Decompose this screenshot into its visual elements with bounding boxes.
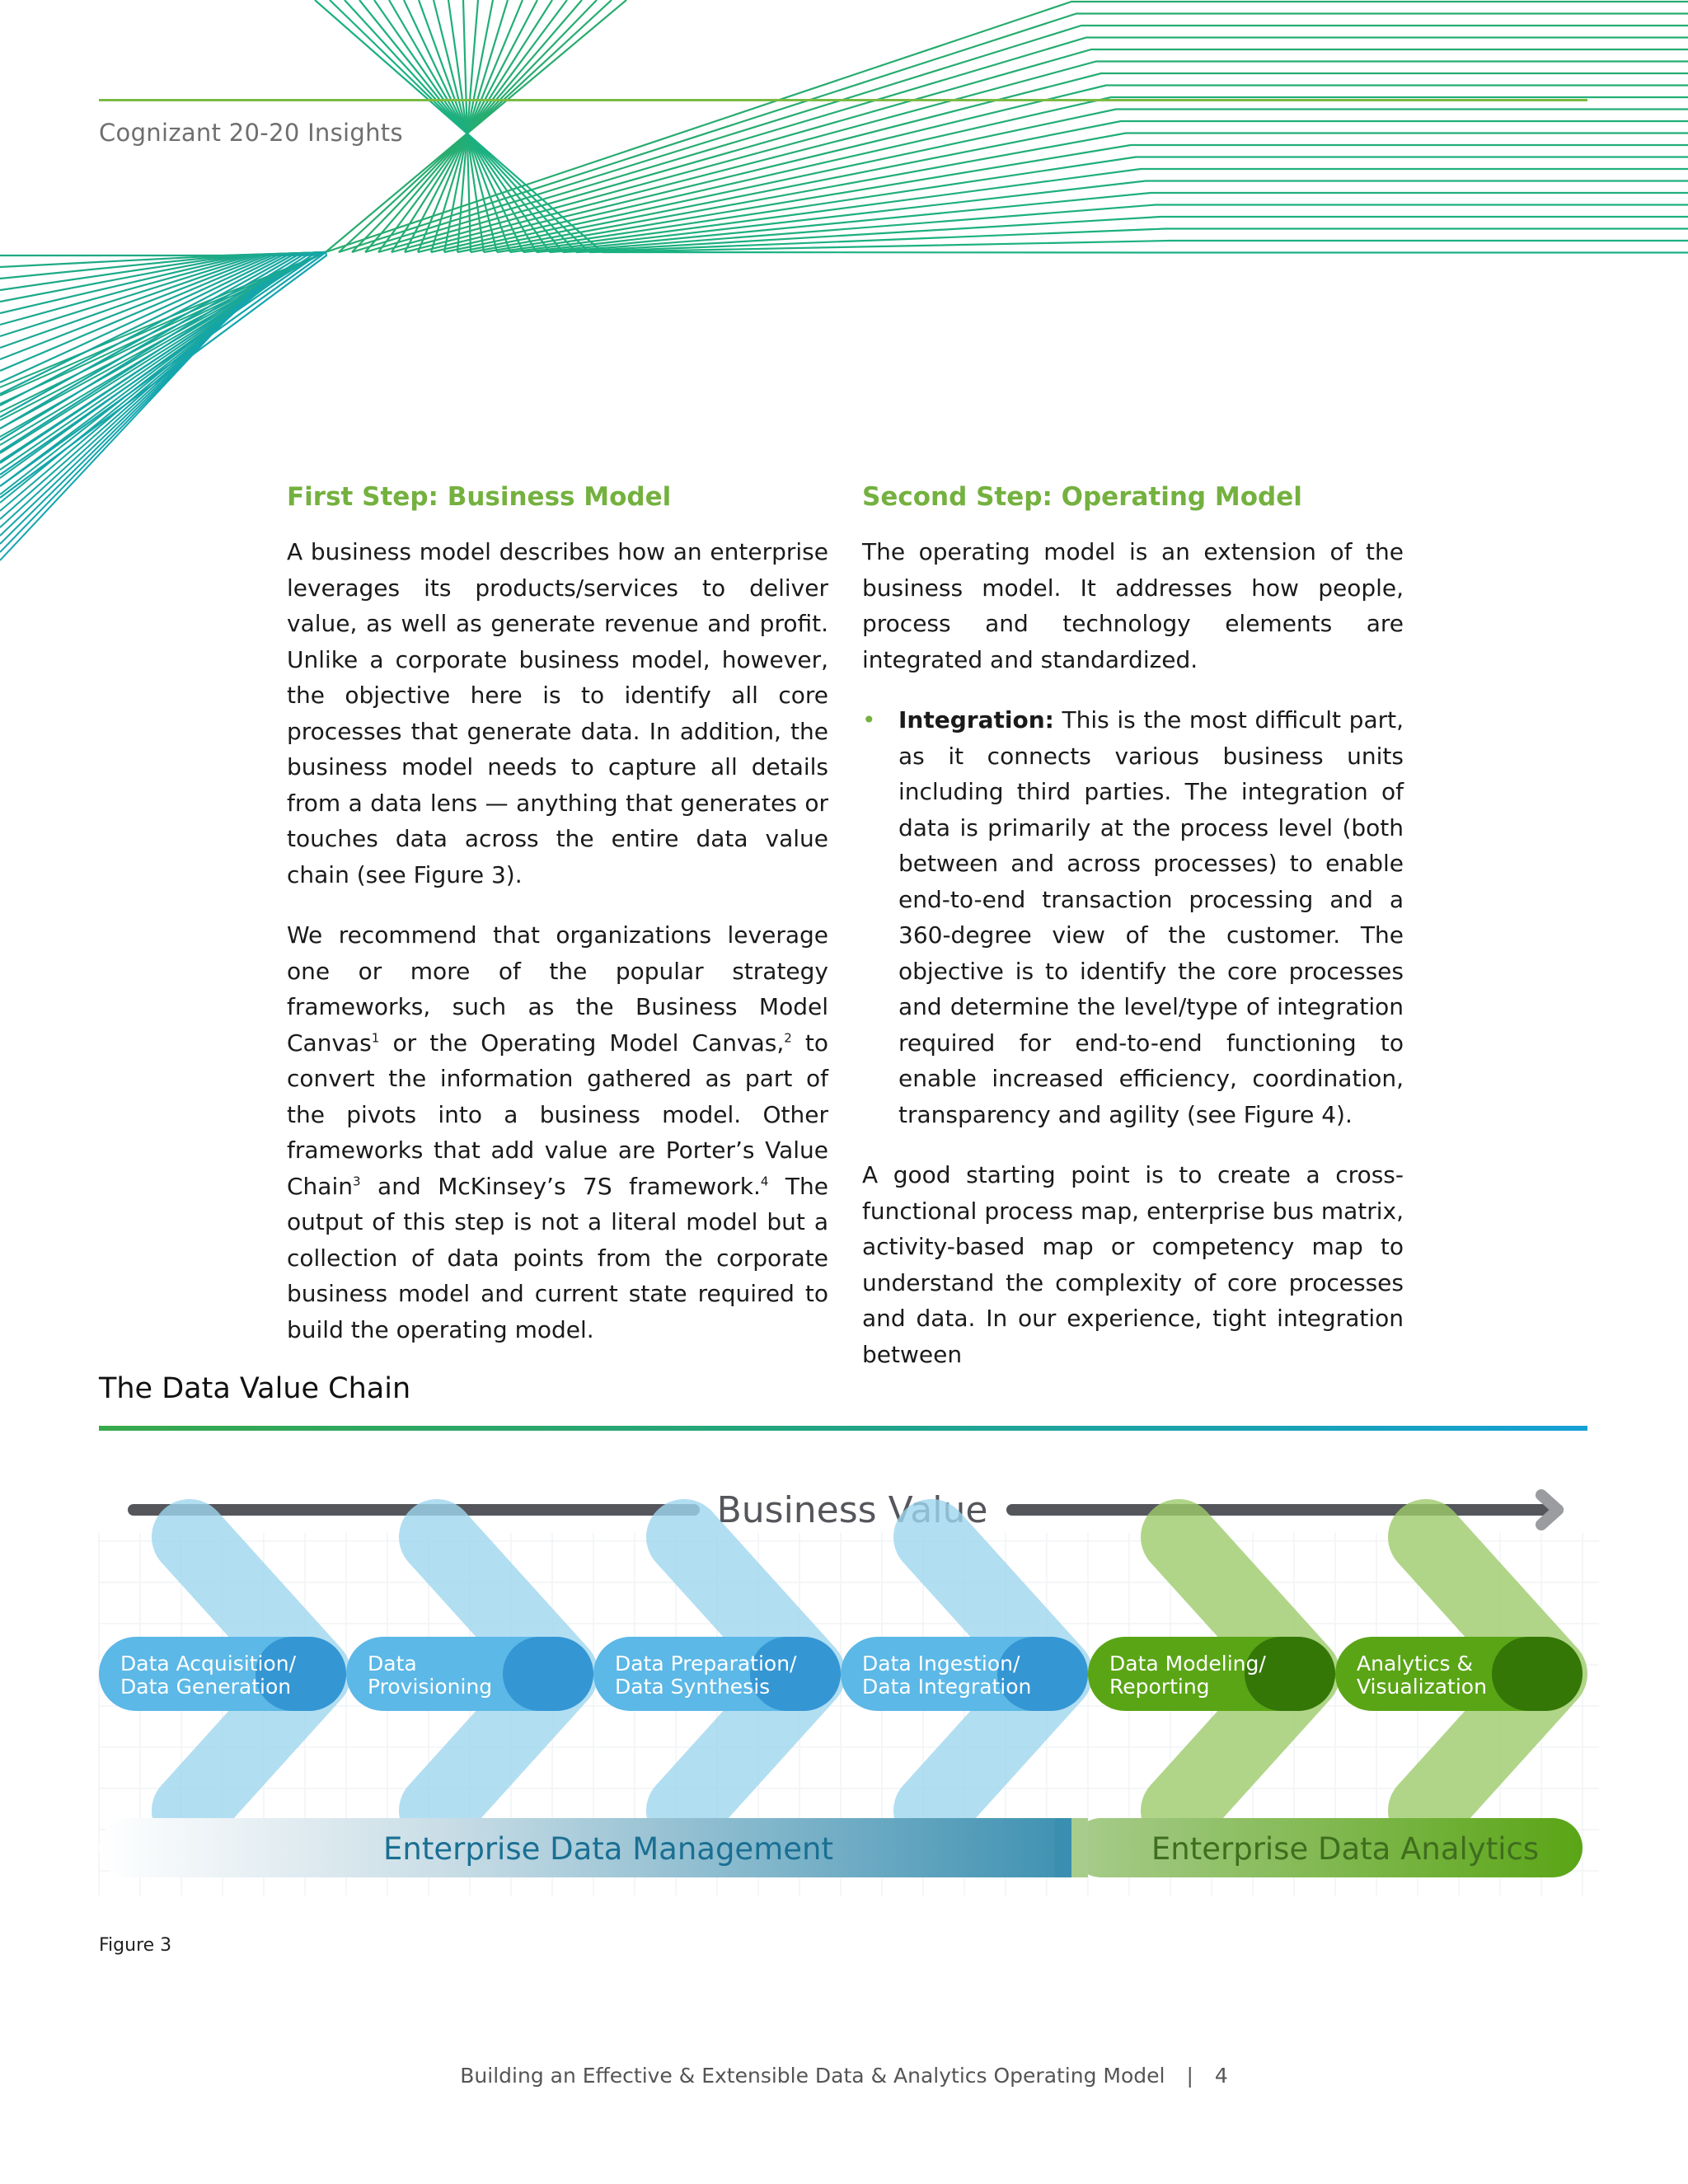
stage-label-line2: Visualization xyxy=(1357,1675,1487,1699)
business-value-arrow xyxy=(134,1489,1558,1531)
page-footer xyxy=(0,2064,1688,2088)
stage-label-line2: Data Integration xyxy=(862,1675,1032,1699)
stage-pill-overlap xyxy=(1492,1637,1582,1711)
footnote-ref-3[interactable]: 3 xyxy=(352,1174,361,1189)
stage-label-line2: Provisioning xyxy=(368,1675,493,1699)
footer-title: Building an Effective & Extensible Data & Analytics Operating Model xyxy=(460,2064,1165,2088)
stage-pill-overlap xyxy=(503,1637,593,1711)
right-column xyxy=(862,478,1404,1397)
text-span: to convert the information gathered as part of the pivots into a business model. Other frameworks that add value are Porter’s Value Chain xyxy=(287,1029,828,1200)
paragraph-operating-model: The operating model is an extension of the business model. It addresses how people, process and technology elements are integrated and standardized. xyxy=(862,538,1404,673)
stage-label-line1: Data xyxy=(368,1652,417,1675)
decor-line xyxy=(603,252,1688,253)
page-number: 4 xyxy=(1214,2064,1228,2088)
section-heading-business-model: First Step: Business Model xyxy=(287,482,672,512)
left-column xyxy=(287,478,828,1372)
stage-label-line2: Data Synthesis xyxy=(615,1675,771,1699)
figure-title: The Data Value Chain xyxy=(99,1372,411,1405)
paragraph-frameworks xyxy=(287,917,828,1347)
stage-label-line2: Reporting xyxy=(1109,1675,1210,1699)
bullet-dot-icon: • xyxy=(862,706,876,733)
figure-caption: Figure 3 xyxy=(99,1935,172,1956)
footer-separator: | xyxy=(1186,2064,1193,2088)
bullet-integration xyxy=(862,702,1404,1132)
band-analytics-label: Enterprise Data Analytics xyxy=(1151,1831,1540,1867)
text-span: or the Operating Model Canvas, xyxy=(379,1029,785,1057)
bullet-title: Integration: xyxy=(898,706,1054,733)
header-rule xyxy=(99,99,1587,101)
section-heading-operating-model: Second Step: Operating Model xyxy=(862,482,1302,512)
header-decoration-lines xyxy=(0,0,1688,577)
band-join-green xyxy=(1071,1818,1088,1877)
brand-label: Cognizant 20-20 Insights xyxy=(99,119,403,147)
text-span: and McKinsey’s 7S framework. xyxy=(360,1172,761,1200)
stage-label-line1: Data Preparation/ xyxy=(615,1652,797,1675)
text-span: The output of this step is not a literal model but a collection of data points from the corporate business model and current state required to build the operating model. xyxy=(287,1172,828,1343)
decor-line xyxy=(0,287,256,560)
band-management-label: Enterprise Data Management xyxy=(383,1831,833,1867)
bullet-text: This is the most difficult part, as it connects various business units including third parties. The integration of data is primarily at the process level (both between and across processes) to enable end-to-end transaction processing and a 360-degree view of the customer. The objective is to identify the core processes and determine the level/type of integration required for end-to-end functioning to enable increased efficiency, coordination, transparency and agility (see Figure 4). xyxy=(898,706,1404,1128)
text-span: We recommend that organizations leverage one or more of the popular strategy frameworks, such as the Business Model Canvas xyxy=(287,921,828,1057)
stage-label-line1: Data Acquisition/ xyxy=(120,1652,296,1675)
paragraph-business-model: A business model describes how an enterprise leverages its products/services to deliver value, as well as generate revenue and profit. Unlike a corporate business model, however, the objective here is to identify all core processes that generate data. In addition, the business model needs to capture all details from a data lens — anything that generates or touches data across the entire data value chain (see Figure 3). xyxy=(287,538,828,888)
business-value-label: Business Value xyxy=(716,1489,988,1531)
decor-line xyxy=(589,241,1688,252)
data-value-chain-diagram xyxy=(82,1459,1615,1912)
stage-label-line1: Data Modeling/ xyxy=(1109,1652,1266,1675)
footnote-ref-1[interactable]: 1 xyxy=(371,1030,380,1046)
stage-label-line1: Analytics & xyxy=(1357,1652,1473,1675)
bottom-bands xyxy=(99,1818,1582,1877)
footnote-ref-2[interactable]: 2 xyxy=(784,1030,792,1046)
footnote-ref-4[interactable]: 4 xyxy=(760,1174,769,1189)
figure-title-rule xyxy=(99,1426,1587,1431)
stage-label-line1: Data Ingestion/ xyxy=(862,1652,1020,1675)
paragraph-starting-point: A good starting point is to create a cross-functional process map, enterprise bus matrix, activity-based map or competency map to understand the complexity of core processes and data. In our experience, tight integration between xyxy=(862,1161,1404,1368)
decor-line xyxy=(352,26,1688,252)
stage-label-line2: Data Generation xyxy=(120,1675,292,1699)
